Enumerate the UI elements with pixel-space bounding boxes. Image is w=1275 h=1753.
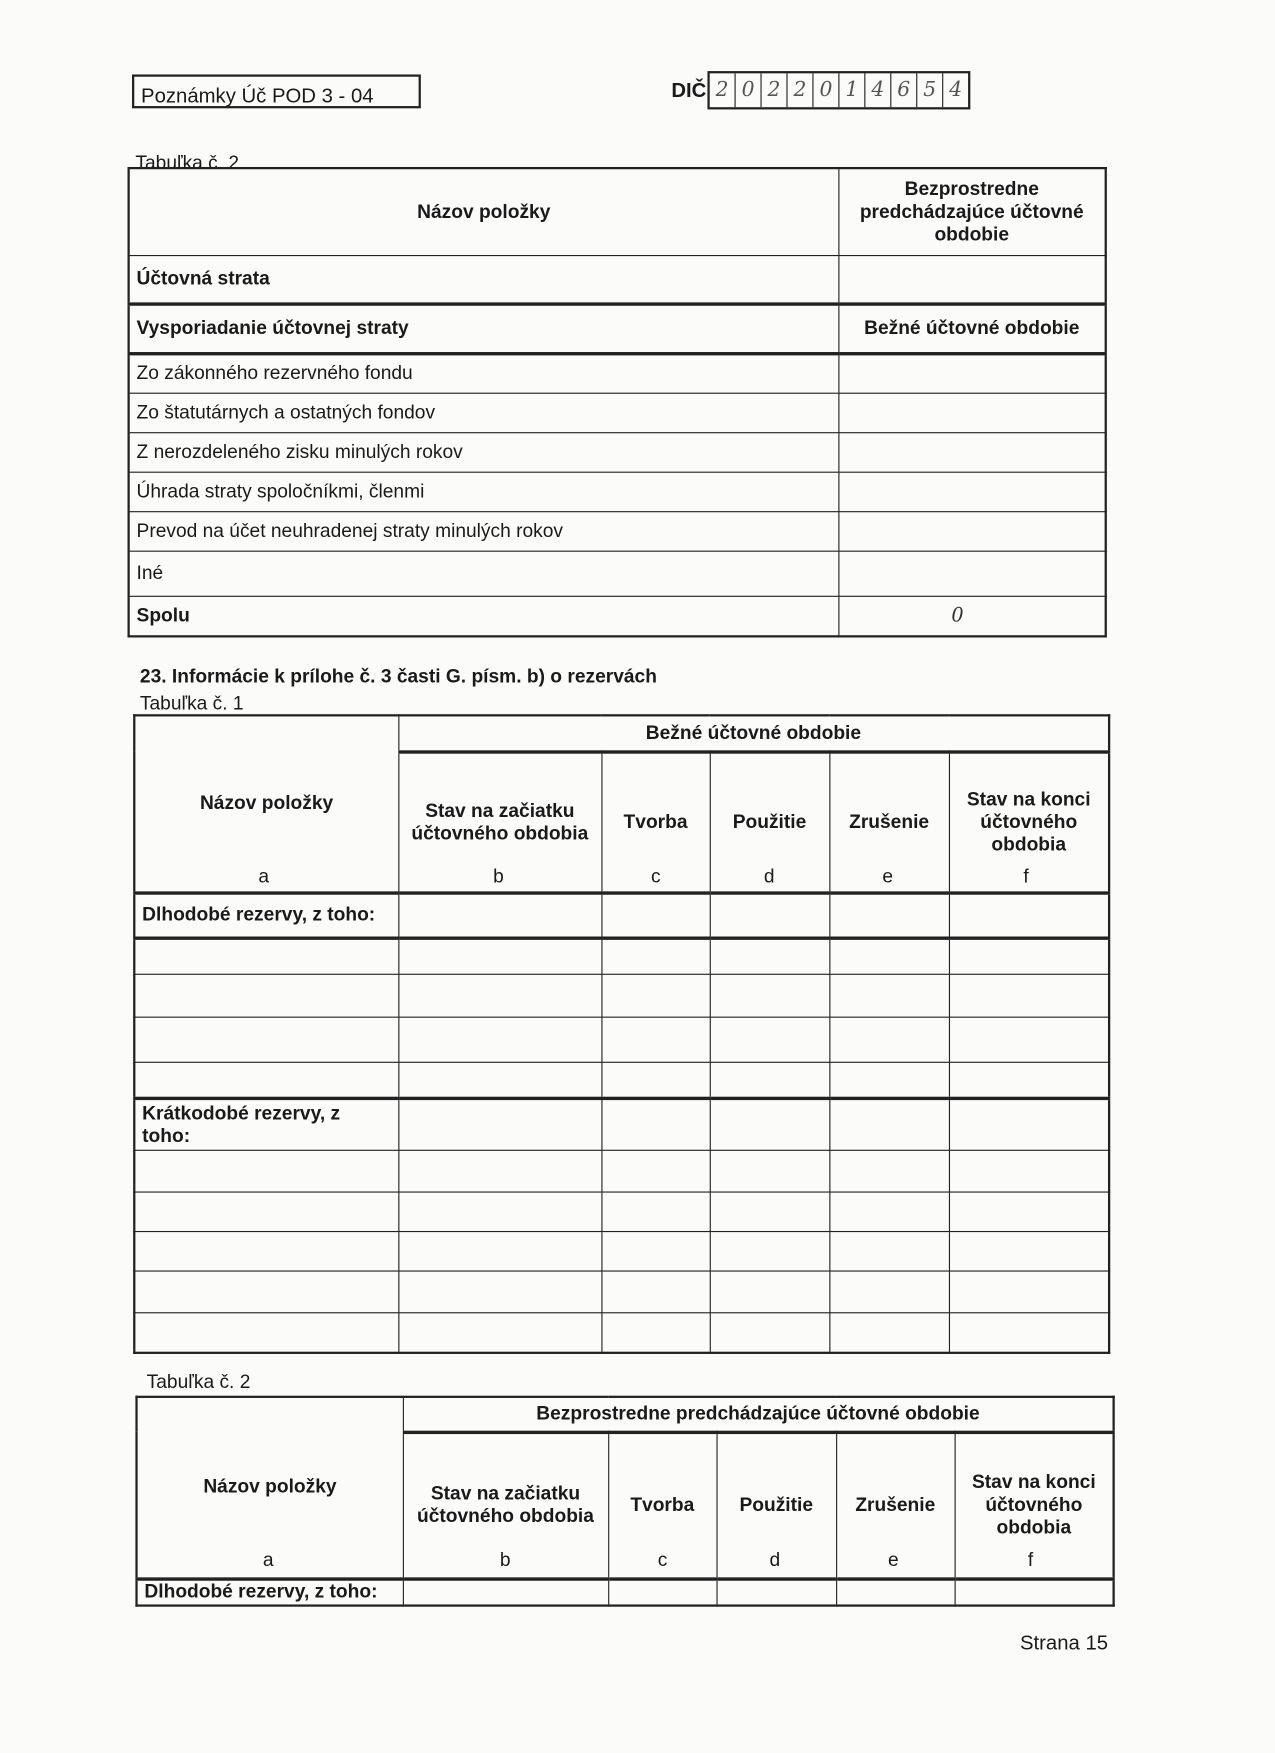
cell <box>398 1312 601 1353</box>
col-header: Stav na konci účtovného obdobia <box>955 1432 1114 1579</box>
cell <box>398 938 601 974</box>
cell <box>829 1150 949 1192</box>
cell <box>829 974 949 1017</box>
cell <box>398 1191 601 1230</box>
col-header: Použitie <box>716 1432 836 1579</box>
dic-digit: 1 <box>839 73 865 107</box>
cell <box>134 1270 398 1312</box>
spolu-value: 0 <box>838 596 1105 637</box>
column-letter: b <box>499 1549 511 1571</box>
cell <box>134 1191 398 1230</box>
col-prev: Bezprostredne predchádzajúce účtovné obdobie <box>838 168 1105 255</box>
row-label: Vysporiadanie účtovnej straty <box>129 304 839 354</box>
cell <box>134 974 398 1017</box>
cell <box>601 1312 709 1353</box>
table-row <box>134 938 1109 974</box>
dic-digit: 0 <box>736 73 762 107</box>
cell <box>829 892 949 937</box>
cell <box>398 1231 601 1270</box>
cell <box>601 1098 709 1150</box>
col-header: Zrušenie <box>836 1432 954 1579</box>
row-label: Spolu <box>129 596 839 637</box>
column-letter: a <box>258 865 270 887</box>
table-row <box>134 1098 1109 1150</box>
cell <box>710 938 830 974</box>
col-header: Stav na konci účtovného obdobia <box>949 751 1109 892</box>
dic-digit: 4 <box>865 73 891 107</box>
table-row <box>134 1017 1109 1062</box>
col-header: Použitie <box>710 751 830 892</box>
cell <box>949 1191 1109 1230</box>
cell <box>949 1062 1109 1098</box>
table-row <box>134 1270 1109 1312</box>
cell <box>829 938 949 974</box>
cell <box>398 1017 601 1062</box>
cell <box>949 1150 1109 1192</box>
dic-digit: 2 <box>788 73 814 107</box>
cell <box>710 974 830 1017</box>
cell <box>710 1312 830 1353</box>
cell <box>710 1270 830 1312</box>
cell <box>134 1231 398 1270</box>
cell <box>829 1270 949 1312</box>
cell <box>398 1062 601 1098</box>
cell <box>134 1150 398 1192</box>
row-label: Dlhodobé rezervy, z toho: <box>137 1578 403 1605</box>
cell <box>949 1231 1109 1270</box>
cell <box>398 1270 601 1312</box>
dic-digit: 5 <box>917 73 943 107</box>
column-letter: b <box>493 865 504 887</box>
dic-digit: 2 <box>710 73 736 107</box>
col-header: Zrušenie <box>829 751 949 892</box>
row-label: Z nerozdeleného zisku minulých rokov <box>129 432 839 471</box>
dic-field <box>707 71 970 109</box>
table-caption: Tabuľka č. 1 <box>139 692 244 715</box>
column-letter: d <box>769 1549 781 1571</box>
cell <box>829 1191 949 1230</box>
cell <box>829 1062 949 1098</box>
dic-digit: 4 <box>949 77 963 102</box>
cell <box>710 1098 830 1150</box>
form-label: Poznámky Úč POD 3 - 04 <box>132 74 421 108</box>
dic-digit: 6 <box>891 73 917 107</box>
column-letter: e <box>882 865 894 887</box>
table-row <box>134 974 1109 1017</box>
column-letter: e <box>887 1549 899 1571</box>
table-row <box>134 1062 1109 1098</box>
cell <box>949 938 1109 974</box>
cell <box>710 892 830 937</box>
cell <box>710 1191 830 1230</box>
column-letter: d <box>763 865 775 887</box>
reserves-previous-table <box>135 1396 1114 1607</box>
cell <box>949 1312 1109 1353</box>
cell <box>710 1017 830 1062</box>
section-title: 23. Informácie k prílohe č. 3 časti G. písm. b) o rezervách <box>139 665 657 688</box>
period-header: Bežné účtovné obdobie <box>398 715 1109 751</box>
cell <box>601 1062 709 1098</box>
column-letter: a <box>262 1549 274 1571</box>
cell <box>829 1231 949 1270</box>
cell <box>134 1017 398 1062</box>
cell <box>398 892 601 937</box>
table-caption: Tabuľka č. 2 <box>135 152 240 174</box>
column-letter: c <box>651 865 661 887</box>
reserves-current-table <box>133 714 1110 1354</box>
cell <box>710 1062 830 1098</box>
column-letter: f <box>1027 1549 1034 1571</box>
cell <box>601 892 709 937</box>
table-row <box>134 1191 1109 1230</box>
cell <box>601 938 709 974</box>
cell <box>134 1062 398 1098</box>
cell <box>710 1231 830 1270</box>
cell <box>134 938 398 974</box>
cell <box>829 1017 949 1062</box>
col-name: Názov položky <box>134 715 398 892</box>
row-label: Prevod na účet neuhradenej straty minulých rokov <box>129 511 839 550</box>
cell <box>949 1017 1109 1062</box>
row-label: Úhrada straty spoločníkmi, členmi <box>129 472 839 511</box>
cell <box>829 1312 949 1353</box>
column-letter: c <box>657 1549 668 1571</box>
col-name: Názov položky <box>129 168 839 255</box>
cell <box>398 1098 601 1150</box>
col-name: Názov položky <box>137 1397 403 1579</box>
row-label: Zo zákonného rezervného fondu <box>129 353 839 392</box>
dic-label: DIČ <box>671 78 707 102</box>
table-row <box>134 1312 1109 1353</box>
col-header: Stav na začiatku účtovného obdobia <box>398 751 601 892</box>
col-header: Tvorba <box>601 751 709 892</box>
row-label: Iné <box>129 551 839 596</box>
cell <box>949 1270 1109 1312</box>
col-header: Tvorba <box>608 1432 716 1579</box>
row-label: Krátkodobé rezervy, z toho: <box>134 1098 398 1150</box>
dic-digit: 0 <box>814 73 840 107</box>
loss-settlement-table <box>127 167 1106 638</box>
cell <box>601 1191 709 1230</box>
cell <box>601 1270 709 1312</box>
table-caption: Tabuľka č. 2 <box>146 1370 251 1393</box>
column-letter: f <box>1023 865 1029 887</box>
cell <box>134 1312 398 1353</box>
table-row <box>134 1150 1109 1192</box>
row-label: Dlhodobé rezervy, z toho: <box>134 892 398 937</box>
cell <box>949 974 1109 1017</box>
cell <box>398 974 601 1017</box>
cell <box>601 1231 709 1270</box>
cell <box>949 1098 1109 1150</box>
page-number: Strana 15 <box>1019 1631 1109 1655</box>
dic-digit: 2 <box>762 73 788 107</box>
period-header: Bezprostredne predchádzajúce účtovné obdobie <box>403 1397 1114 1432</box>
row-label: Zo štatutárnych a ostatných fondov <box>129 393 839 432</box>
table-row <box>134 892 1109 937</box>
cell <box>601 1150 709 1192</box>
col-header: Stav na začiatku účtovného obdobia <box>403 1432 608 1579</box>
row-label: Účtovná strata <box>129 255 839 304</box>
table-row <box>134 1231 1109 1270</box>
cell <box>601 1017 709 1062</box>
cell <box>710 1150 830 1192</box>
col-curr: Bežné účtovné obdobie <box>838 304 1105 354</box>
cell <box>949 892 1109 937</box>
cell <box>829 1098 949 1150</box>
cell <box>398 1150 601 1192</box>
cell <box>601 974 709 1017</box>
